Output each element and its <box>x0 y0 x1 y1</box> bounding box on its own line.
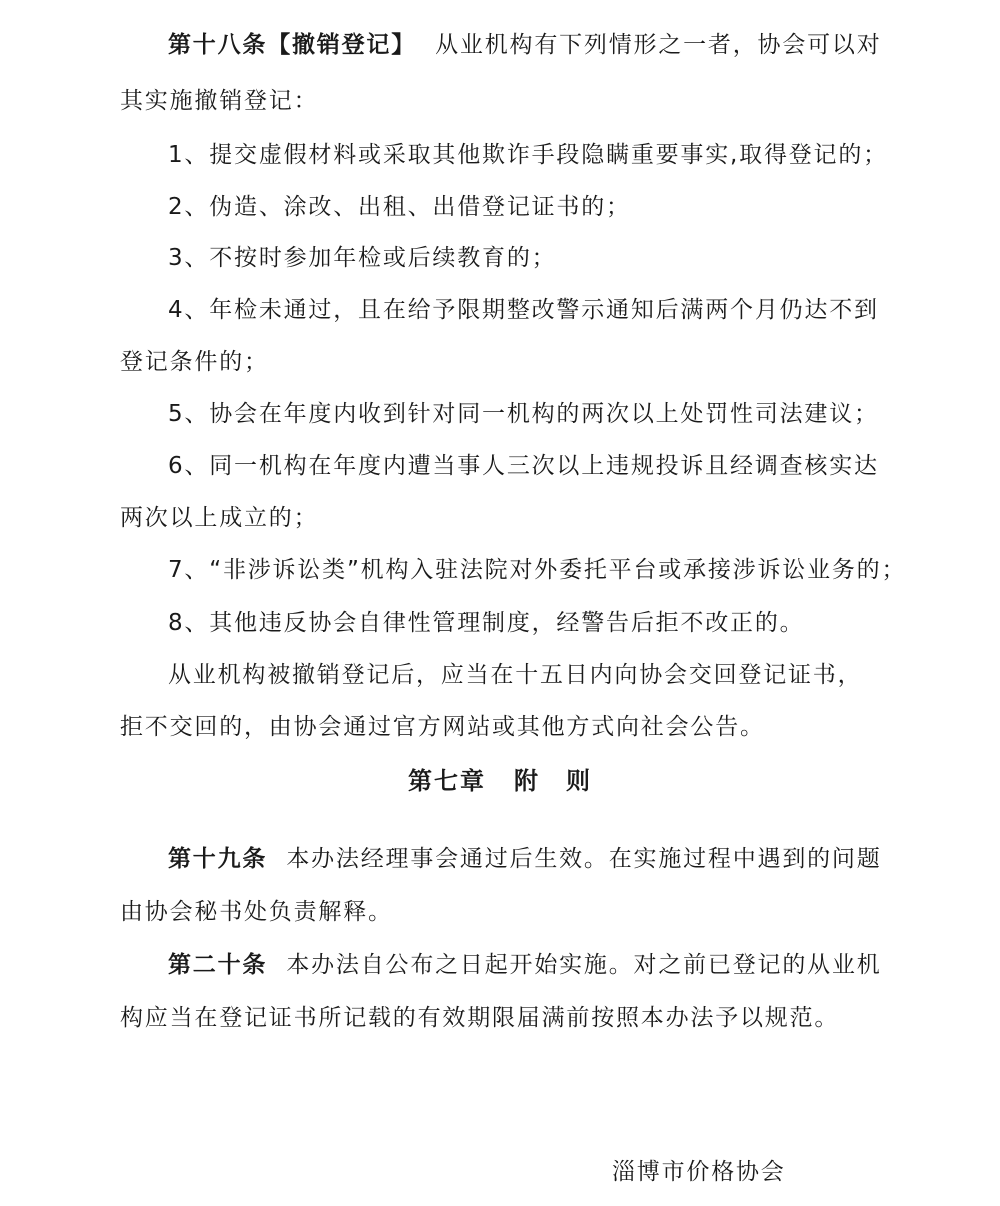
list-item-1: 1、提交虚假材料或采取其他欺诈手段隐瞒重要事实,取得登记的； <box>168 142 888 168</box>
list-item-4-continued: 登记条件的； <box>120 349 269 375</box>
article-18-heading: 第十八条【撤销登记】 <box>168 32 416 58</box>
list-item-7: 7、“非涉诉讼类”机构入驻法院对外委托平台或承接涉诉讼业务的； <box>168 557 907 583</box>
article-19-text: 本办法经理事会通过后生效。在实施过程中遇到的问题 <box>286 846 882 872</box>
article-18-first-line <box>168 28 890 62</box>
list-item-6: 6、同一机构在年度内遭当事人三次以上违规投诉且经调查核实达 <box>168 453 879 479</box>
article-18-intro-continued: 其实施撤销登记： <box>120 88 319 114</box>
article-20-heading: 第二十条 <box>168 952 268 978</box>
article-19-continued: 由协会秘书处负责解释。 <box>120 899 393 925</box>
issuer-signature: 淄博市价格协会 <box>612 1159 786 1185</box>
list-item-6-continued: 两次以上成立的； <box>120 505 319 531</box>
list-item-3: 3、不按时参加年检或后续教育的； <box>168 245 557 271</box>
list-item-5: 5、协会在年度内收到针对同一机构的两次以上处罚性司法建议； <box>168 401 879 427</box>
article-20-continued: 构应当在登记证书所记载的有效期限届满前按照本办法予以规范。 <box>120 1005 840 1031</box>
article-18-intro: 从业机构有下列情形之一者，协会可以对 <box>435 32 882 58</box>
article-18-closing-continued: 拒不交回的，由协会通过官方网站或其他方式向社会公告。 <box>120 714 765 740</box>
article-19-heading: 第十九条 <box>168 846 268 872</box>
chapter-number: 第七章 <box>408 767 486 795</box>
article-18-closing: 从业机构被撤销登记后，应当在十五日内向协会交回登记证书， <box>168 662 863 688</box>
article-19-first-line <box>168 842 890 876</box>
list-item-8: 8、其他违反协会自律性管理制度，经警告后拒不改正的。 <box>168 610 805 636</box>
list-item-2: 2、伪造、涂改、出租、出借登记证书的； <box>168 194 631 220</box>
article-20-first-line <box>168 948 890 982</box>
list-item-4: 4、年检未通过，且在给予限期整改警示通知后满两个月仍达不到 <box>168 297 879 323</box>
article-20-text: 本办法自公布之日起开始实施。对之前已登记的从业机 <box>286 952 882 978</box>
chapter-title: 附 则 <box>514 767 592 795</box>
chapter-heading <box>0 764 1000 798</box>
